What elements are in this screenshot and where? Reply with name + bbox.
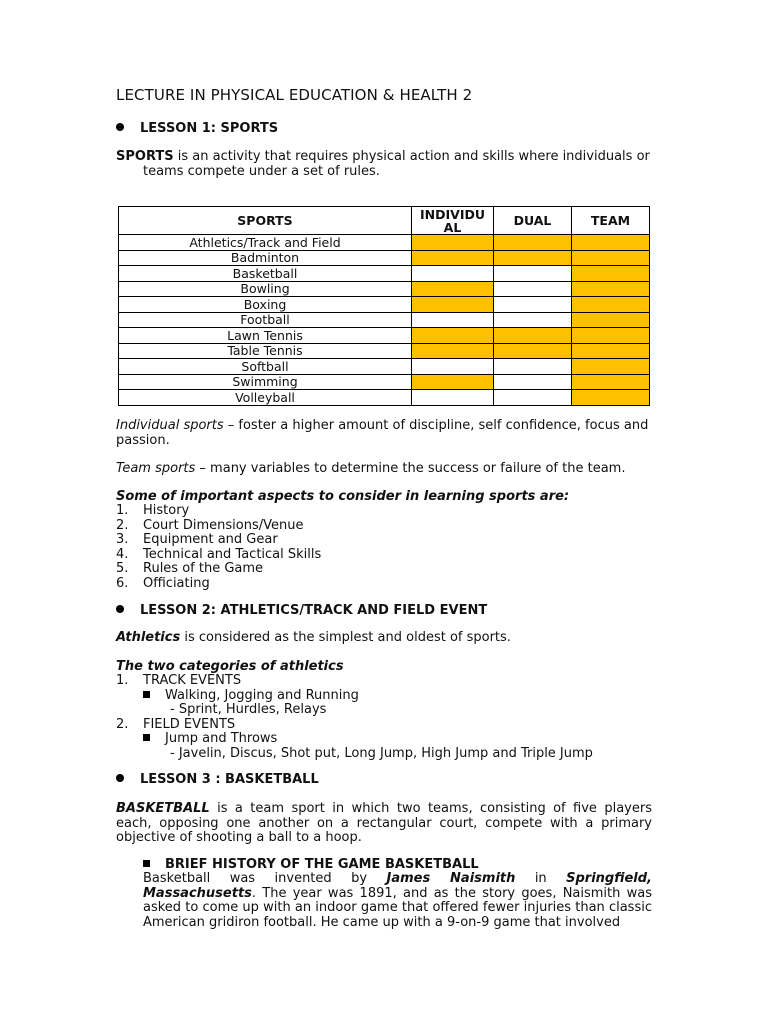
team-cell xyxy=(572,312,650,328)
track-sub: - Sprint, Hurdles, Relays xyxy=(170,702,327,717)
individual-cell xyxy=(412,328,494,344)
table-row xyxy=(119,266,650,282)
sport-name: Badminton xyxy=(119,250,412,266)
table-row xyxy=(119,374,650,390)
team-cell xyxy=(572,235,650,251)
bullet-icon xyxy=(116,123,124,131)
track-item: Walking, Jogging and Running xyxy=(116,689,652,704)
team-cell xyxy=(572,297,650,313)
sport-name: Table Tennis xyxy=(119,343,412,359)
list-item: 5. Rules of the Game xyxy=(116,561,264,576)
square-bullet-icon xyxy=(143,860,150,867)
athletics-definition: Athletics is considered as the simplest and oldest of sports. xyxy=(116,630,511,645)
dual-cell xyxy=(494,297,572,313)
team-cell xyxy=(572,266,650,282)
header-sports: SPORTS xyxy=(119,207,412,235)
individual-cell xyxy=(412,250,494,266)
bullet-icon xyxy=(116,605,124,613)
individual-cell xyxy=(412,390,494,406)
list-item: 6. Officiating xyxy=(116,575,210,591)
dual-cell xyxy=(494,343,572,359)
lesson3-heading: LESSON 3 : BASKETBALL xyxy=(116,773,652,788)
sport-name: Swimming xyxy=(119,374,412,390)
field-item: Jump and Throws xyxy=(116,732,652,747)
dual-cell xyxy=(494,266,572,282)
list-item: 1. History xyxy=(116,503,190,518)
team-cell xyxy=(572,390,650,406)
individual-cell xyxy=(412,297,494,313)
sport-name: Softball xyxy=(119,359,412,375)
list-item: 2. Court Dimensions/Venue xyxy=(116,517,304,533)
team-cell xyxy=(572,328,650,344)
table-row xyxy=(119,250,650,266)
table-row xyxy=(119,312,650,328)
team-sports-note: Team sports – many variables to determine the success or failure of the team. xyxy=(116,461,626,476)
table-row xyxy=(119,390,650,406)
dual-cell xyxy=(494,312,572,328)
team-cell xyxy=(572,374,650,390)
categories-list xyxy=(116,674,652,761)
document-title: LECTURE IN PHYSICAL EDUCATION & HEALTH 2 xyxy=(116,86,473,104)
individual-cell xyxy=(412,266,494,282)
individual-cell xyxy=(412,343,494,359)
basketball-definition: BASKETBALL is a team sport in which two teams, consisting of five players each, opposing one another on a rectangular court, compete with a primary objective of shooting a ball to a hoop. xyxy=(116,801,652,845)
sports-table-header xyxy=(119,207,650,235)
dual-cell xyxy=(494,235,572,251)
aspects-heading: Some of important aspects to consider in learning sports are: xyxy=(116,489,570,504)
team-cell xyxy=(572,359,650,375)
bullet-icon xyxy=(116,774,124,782)
list-item: 4. Technical and Tactical Skills xyxy=(116,546,322,562)
field-events: 2. FIELD EVENTS xyxy=(116,716,236,732)
table-row xyxy=(119,343,650,359)
team-cell xyxy=(572,250,650,266)
sport-name: Volleyball xyxy=(119,390,412,406)
sport-name: Basketball xyxy=(119,266,412,282)
dual-cell xyxy=(494,359,572,375)
sport-name: Athletics/Track and Field xyxy=(119,235,412,251)
individual-cell xyxy=(412,281,494,297)
list-item: 3. Equipment and Gear xyxy=(116,532,278,547)
team-cell xyxy=(572,343,650,359)
sports-table xyxy=(118,206,650,406)
lesson1-heading: LESSON 1: SPORTS xyxy=(116,122,652,137)
table-row xyxy=(119,297,650,313)
table-row xyxy=(119,359,650,375)
dual-cell xyxy=(494,250,572,266)
individual-cell xyxy=(412,235,494,251)
history-paragraph: Basketball was invented by James Naismith in Springfield, Massachusetts. The year was 1891, and as the story goes, Naismith was asked to come up with an indoor game that offered fewer injuries than classic American gridiron football. He came up with a 9-on-9 game that involved xyxy=(143,871,652,930)
track-events: 1. TRACK EVENTS xyxy=(116,673,242,688)
header-individual: INDIVIDU AL xyxy=(412,207,494,235)
history-heading: BRIEF HISTORY OF THE GAME BASKETBALL xyxy=(116,858,652,873)
dual-cell xyxy=(494,328,572,344)
individual-cell xyxy=(412,312,494,328)
sport-name: Lawn Tennis xyxy=(119,328,412,344)
sports-definition: SPORTS is an activity that requires physical action and skills where individuals or teams compete under a set of rules. xyxy=(116,149,650,179)
sport-name: Boxing xyxy=(119,297,412,313)
dual-cell xyxy=(494,390,572,406)
table-row xyxy=(119,281,650,297)
table-row xyxy=(119,328,650,344)
aspects-list xyxy=(116,504,652,591)
dual-cell xyxy=(494,281,572,297)
lesson2-heading: LESSON 2: ATHLETICS/TRACK AND FIELD EVENT xyxy=(116,604,652,619)
sport-name: Bowling xyxy=(119,281,412,297)
field-sub: - Javelin, Discus, Shot put, Long Jump, High Jump and Triple Jump xyxy=(170,745,593,761)
dual-cell xyxy=(494,374,572,390)
sport-name: Football xyxy=(119,312,412,328)
square-bullet-icon xyxy=(143,734,150,741)
team-cell xyxy=(572,281,650,297)
table-row xyxy=(119,235,650,251)
square-bullet-icon xyxy=(143,691,150,698)
header-dual: DUAL xyxy=(494,207,572,235)
individual-cell xyxy=(412,359,494,375)
header-team: TEAM xyxy=(572,207,650,235)
individual-sports-note: Individual sports – foster a higher amount of discipline, self confidence, focus and passion. xyxy=(116,418,649,448)
categories-heading: The two categories of athletics xyxy=(116,659,344,674)
individual-cell xyxy=(412,374,494,390)
